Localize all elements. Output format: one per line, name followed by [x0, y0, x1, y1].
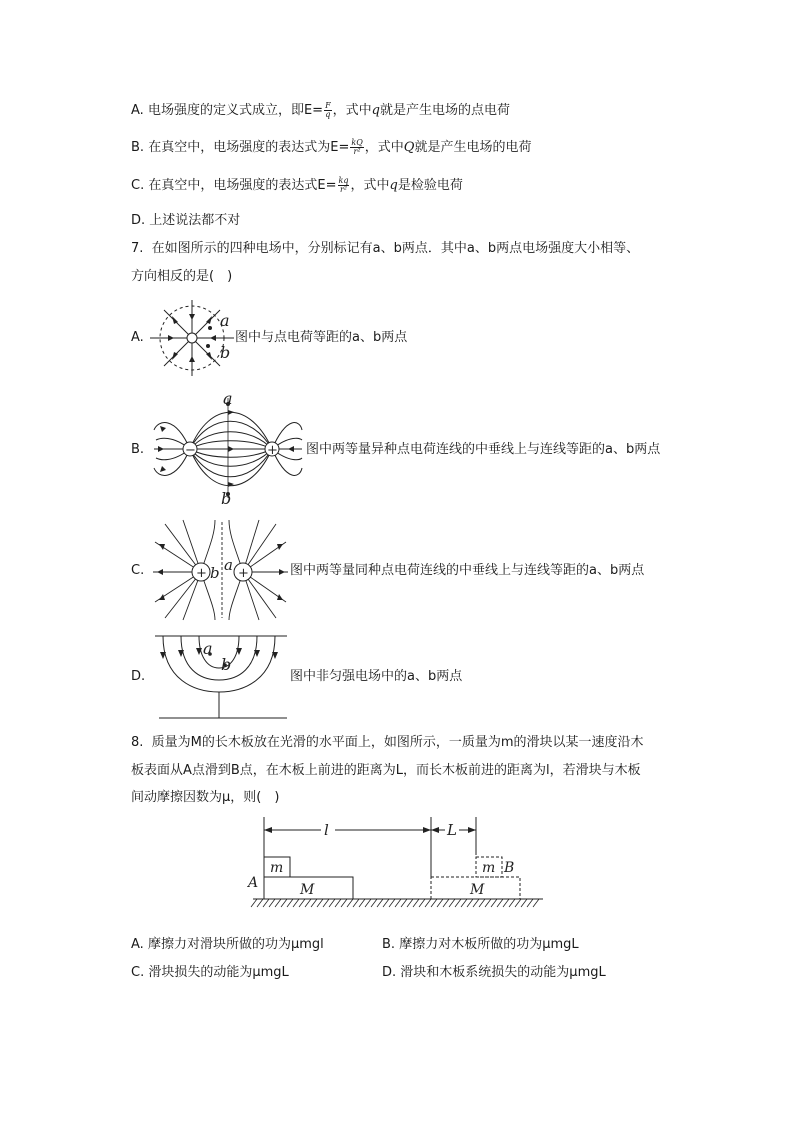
ground-hatch-mark	[365, 899, 371, 907]
q6-option-c: C. 在真空中，电场强度的表达式E= $\frac{kq}{\text{r²}}$ ，式中q是检验电荷	[131, 176, 463, 194]
q7-option-d-text: 图中非匀强电场中的a、b两点	[290, 669, 463, 684]
ground-hatch-mark	[311, 899, 317, 907]
dipole-positive-sign: +	[267, 443, 278, 458]
ground-hatch-mark	[317, 899, 323, 907]
ground-hatch-mark	[335, 899, 341, 907]
q7-option-a-text: 图中与点电荷等距的a、b两点	[235, 330, 408, 345]
fig-b-label-a: a	[223, 389, 233, 408]
ground-hatch-mark	[251, 899, 257, 907]
label-l-small: l	[324, 821, 329, 839]
q7-option-d-label: D.	[131, 669, 146, 684]
ground-hatch-mark	[479, 899, 485, 907]
like-charge-right-sign: +	[238, 566, 249, 581]
ground-hatch-mark	[389, 899, 395, 907]
fig-a-label-b: b	[220, 343, 231, 362]
ground-hatch-mark	[449, 899, 455, 907]
q7-stem-line1: 7. 在如图所示的四种电场中，分别标记有a、b两点．其中a、b两点电场强度大小相等、	[131, 241, 640, 256]
ground-hatch-mark	[293, 899, 299, 907]
like-charges-field-figure	[153, 520, 288, 620]
ground-hatch-mark	[455, 899, 461, 907]
ground-hatch-mark	[257, 899, 263, 907]
q7-option-b-label: B.	[131, 442, 145, 457]
ground-hatch-mark	[281, 899, 287, 907]
q8-stem-line2: 板表面从A点滑到B点，在木板上前进的距离为L，而长木板前进的距离为l，若滑块与木板	[131, 763, 641, 778]
ground-hatch-mark	[341, 899, 347, 907]
q8-option-b: B. 摩擦力对木板所做的功为μmgL	[382, 937, 579, 952]
ground-hatch-mark	[443, 899, 449, 907]
q7-stem-line2: 方向相反的是( )	[131, 269, 233, 284]
fraction-kq-over-r2: $\frac{kQ}{\text{r²}}$	[351, 138, 363, 156]
fig-d-label-a: a	[203, 639, 213, 658]
q7-option-c-label: C.	[131, 563, 145, 578]
ground-hatch-mark	[263, 899, 269, 907]
ground-hatch-mark	[461, 899, 467, 907]
q8-stem-line1: 8. 质量为M的长木板放在光滑的水平面上，如图所示，一质量为m的滑块以某一速度沿木	[131, 735, 644, 750]
ground-hatch-mark	[509, 899, 515, 907]
ground-hatch-mark	[269, 899, 275, 907]
ground-hatch-mark	[437, 899, 443, 907]
fig-d-label-b: b	[221, 655, 232, 674]
ground-hatch-mark	[287, 899, 293, 907]
label-M-board-dashed: M	[470, 882, 485, 898]
ground-hatch-mark	[467, 899, 473, 907]
dipole-negative-sign: −	[185, 443, 196, 458]
q8-option-a: A. 摩擦力对滑块所做的功为μmgl	[131, 937, 324, 952]
ground-hatch-mark	[413, 899, 419, 907]
q8-stem-line3: 间动摩擦因数为μ，则( )	[131, 790, 280, 805]
like-charge-left-sign: +	[196, 566, 207, 581]
fig-c-label-a: a	[224, 556, 233, 574]
label-point-B: B	[504, 860, 515, 876]
ground-hatch-mark	[359, 899, 365, 907]
ground-hatch-mark	[515, 899, 521, 907]
q7-option-c-text: 图中两等量同种点电荷连线的中垂线上与连线等距的a、b两点	[290, 563, 645, 578]
fraction-f-over-q: $\frac{F}{q}$	[325, 101, 331, 119]
ground-hatch-mark	[521, 899, 527, 907]
label-M-board: M	[300, 882, 315, 898]
ground-hatch-mark	[485, 899, 491, 907]
q7-option-b-text: 图中两等量异种点电荷连线的中垂线上与连线等距的a、b两点	[306, 442, 661, 457]
ground-hatch-mark	[371, 899, 377, 907]
ground-hatch-mark	[383, 899, 389, 907]
ground-hatch-mark	[401, 899, 407, 907]
q6-option-a: A. 电场强度的定义式成立，即E= $\frac{F}{q}$ ，式中q就是产生电场的点电荷	[131, 101, 510, 119]
ground-hatch-mark	[473, 899, 479, 907]
q6-option-b: B. 在真空中，电场强度的表达式为E= $\frac{kQ}{\text{r²}}$ ，式中Q就是产生电场的电荷	[131, 138, 532, 156]
point-charge-field-figure	[150, 300, 240, 380]
q7-option-a-label: A.	[131, 330, 144, 345]
ground-hatch-mark	[353, 899, 359, 907]
ground-hatch-mark	[527, 899, 533, 907]
label-m-slider: m	[270, 860, 284, 876]
label-point-A: A	[248, 875, 259, 891]
ground-hatch-mark	[377, 899, 383, 907]
ground-hatch-mark	[533, 899, 539, 907]
label-L-big: L	[447, 821, 457, 839]
fig-a-label-a: a	[220, 311, 230, 330]
ground-hatch-mark	[497, 899, 503, 907]
ground-hatch-mark	[425, 899, 431, 907]
ground-hatch-mark	[491, 899, 497, 907]
q8-option-d: D. 滑块和木板系统损失的动能为μmgL	[382, 965, 606, 980]
fraction-kq-over-r2-small: $\frac{kq}{\text{r²}}$	[338, 176, 349, 194]
ground-hatch-mark	[275, 899, 281, 907]
q8-option-c: C. 滑块损失的动能为μmgL	[131, 965, 289, 980]
q6-option-d: D. 上述说法都不对	[131, 213, 241, 228]
fig-c-label-b: b	[210, 564, 220, 582]
ground-hatch-mark	[419, 899, 425, 907]
ground-hatch-mark	[347, 899, 353, 907]
label-m-slider-dashed: m	[482, 860, 496, 876]
dipole-field-figure	[150, 389, 305, 508]
nonuniform-field-figure	[155, 632, 290, 722]
fig-b-label-b: b	[221, 489, 232, 508]
ground-hatch-mark	[503, 899, 509, 907]
board-slider-figure	[245, 815, 545, 913]
ground-hatch-mark	[323, 899, 329, 907]
ground-hatch-mark	[431, 899, 437, 907]
ground-hatch-mark	[395, 899, 401, 907]
ground-hatch-mark	[407, 899, 413, 907]
ground-hatch-mark	[305, 899, 311, 907]
ground-hatch-mark	[329, 899, 335, 907]
ground-hatch-mark	[299, 899, 305, 907]
